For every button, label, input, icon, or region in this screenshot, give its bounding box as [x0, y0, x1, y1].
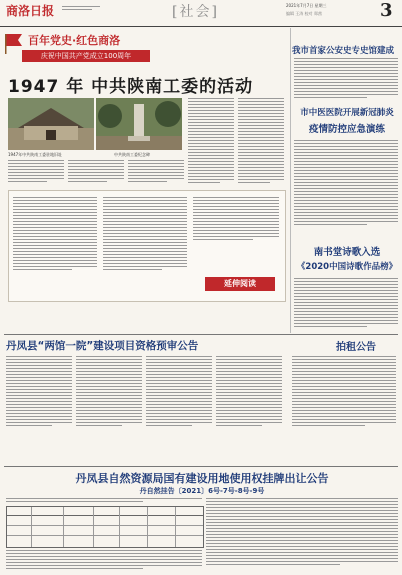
- sidebar-top-body: [294, 58, 398, 100]
- feature-photo-building: [8, 98, 94, 150]
- tender-body-col-2: [76, 356, 142, 428]
- land-notice-body-right: [206, 498, 398, 567]
- auction-headline: 拍租公告: [336, 342, 376, 353]
- sidebar-poetry-headline-2: 《2020中国诗歌作品榜》: [296, 262, 398, 272]
- section-label: [社会]: [172, 4, 219, 20]
- land-notice-intro: [6, 498, 202, 504]
- section-divider: [4, 334, 398, 335]
- series-subtitle: 庆祝中国共产党成立100周年: [22, 50, 150, 62]
- series-banner: [4, 32, 152, 64]
- sidebar-poetry-body: [294, 278, 398, 329]
- quote-label: 延伸阅读: [205, 277, 275, 291]
- date-line: 2021年7月7日 星期三: [286, 3, 327, 8]
- land-parcel-table: [6, 506, 204, 548]
- feature-body-col-3: [128, 160, 184, 184]
- sidebar-mid-body: [294, 140, 398, 227]
- sidebar-mid-headline-1: 市中医医院开展新冠肺炎: [300, 108, 394, 118]
- tender-body-col-1: [6, 356, 72, 428]
- sidebar-divider: [290, 28, 291, 333]
- editor-line: 编辑 王涛 校对 郑茜: [286, 11, 322, 16]
- sidebar-poetry-headline-1: 南书堂诗歌入选: [313, 247, 381, 258]
- tender-body-col-3: [146, 356, 212, 428]
- photo-caption-left: 1947年中共陕南工委驻地旧址: [8, 152, 63, 157]
- feature-body-col-2: [68, 160, 124, 184]
- feature-photo-monument: [96, 98, 182, 150]
- flag-icon: [4, 32, 24, 54]
- land-notice-headline: 丹凤县自然资源局国有建设用地使用权挂牌出让公告: [75, 472, 329, 485]
- sidebar-top-headline: 我市首家公安史专史馆建成: [292, 46, 395, 56]
- feature-quote-box: [8, 190, 286, 302]
- land-notice-subhead: 丹自然挂告〔2021〕6号-7号-8号-9号: [139, 487, 265, 495]
- series-title: 百年党史·红色商洛: [28, 34, 121, 47]
- photo-caption-right: 中共陕南工委纪念碑: [114, 152, 150, 157]
- page-number: 3: [380, 0, 393, 21]
- paper-name: 商洛日报: [6, 4, 55, 18]
- tender-body-col-4: [216, 356, 282, 428]
- land-notice-body-left: [6, 550, 202, 571]
- feature-body-col-1: [8, 160, 64, 184]
- masthead: [0, 0, 402, 27]
- feature-body-col-5: [238, 98, 284, 185]
- feature-headline: 1947 年 中共陕南工委的活动: [8, 77, 254, 97]
- sidebar-mid-headline-2: 疫情防控应急演练: [308, 124, 385, 135]
- feature-body-col-4: [188, 98, 234, 185]
- tender-headline: 丹凤县“两馆一院”建设项目资格预审公告: [6, 340, 199, 352]
- bottom-divider: [4, 466, 398, 467]
- auction-body: [292, 356, 396, 428]
